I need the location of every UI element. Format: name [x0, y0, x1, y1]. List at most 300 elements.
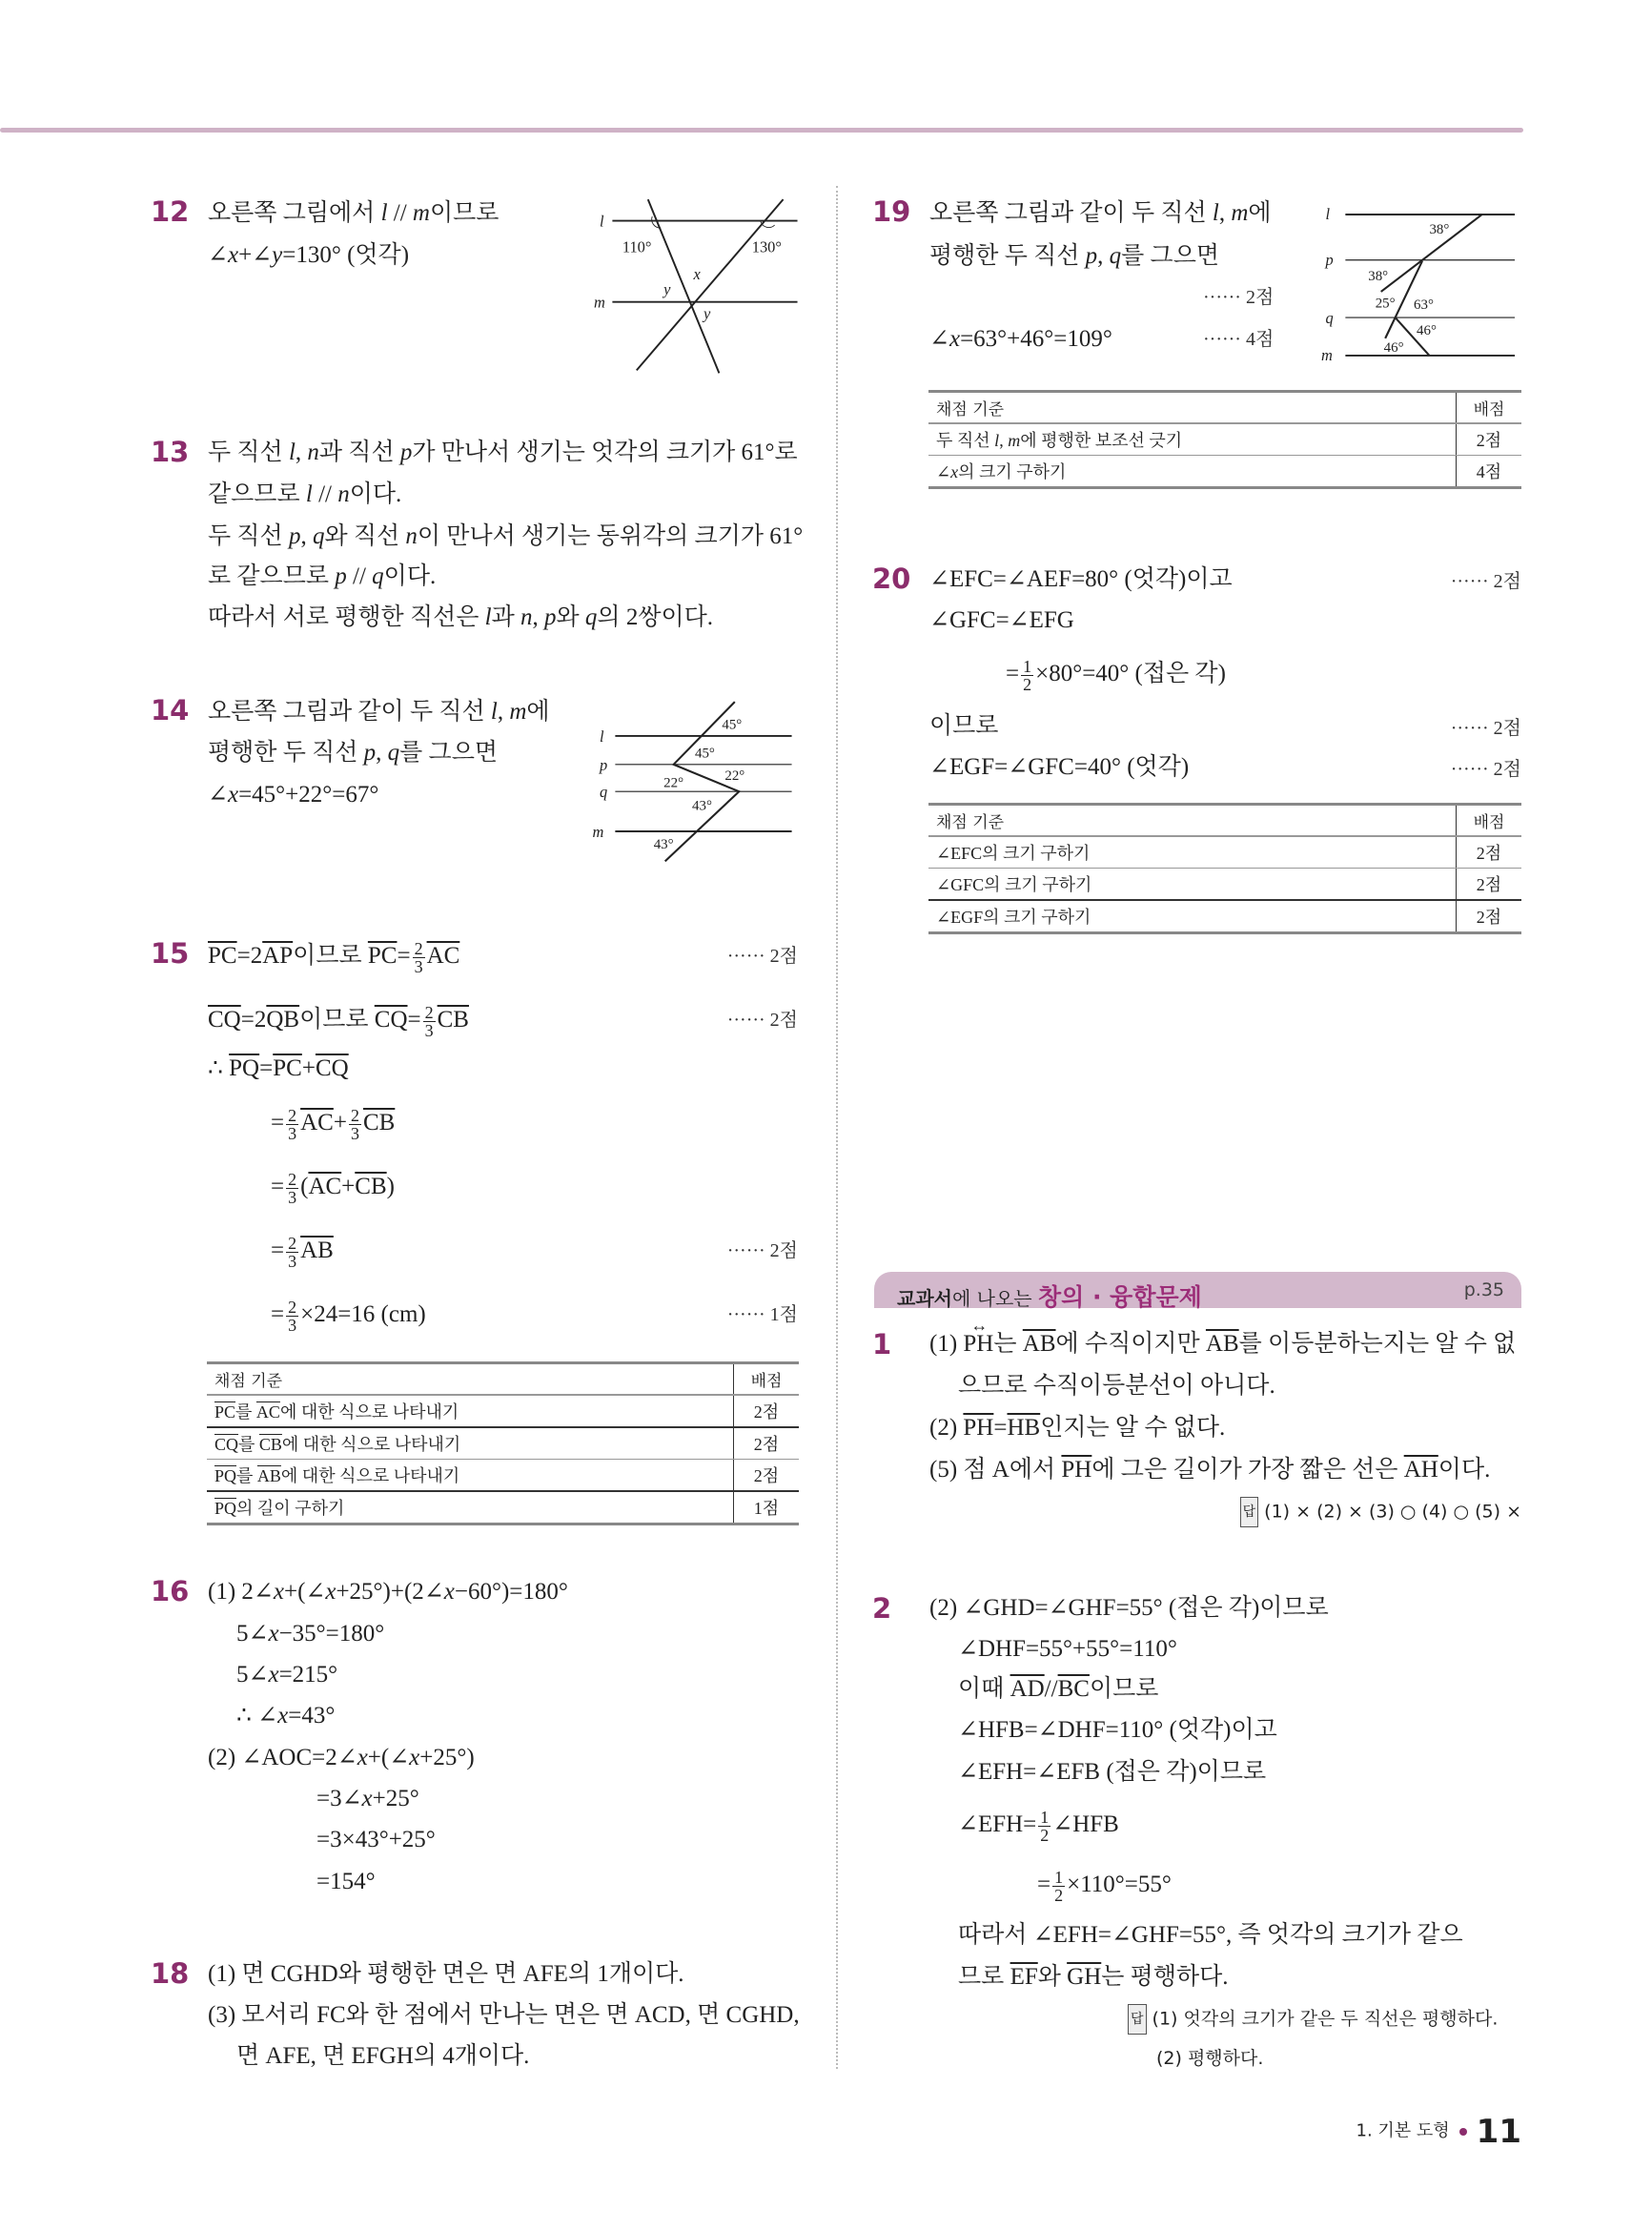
text-segment: = — [271, 1174, 285, 1200]
table-header — [207, 1363, 799, 1396]
text-segment: x — [227, 782, 239, 808]
segment-name: $\overline{PC}$ — [367, 943, 398, 970]
line-label: l — [599, 212, 604, 231]
table-header — [928, 392, 1521, 424]
text-segment: (5) 점 A에서 — [929, 1457, 1062, 1483]
segment-name: $\overline{AC}$ — [300, 1110, 334, 1136]
text-segment: 이므로 — [299, 1007, 375, 1033]
text-segment: q — [1109, 243, 1122, 269]
solution-line — [929, 242, 1219, 271]
text-segment: +25° — [372, 1786, 419, 1811]
text-segment: 에 그은 길이가 가장 짧은 선은 — [1091, 1457, 1404, 1483]
text-segment: , — [999, 431, 1009, 450]
text-segment: l — [994, 431, 1000, 450]
text-segment: // — [312, 481, 338, 507]
scoring-table — [928, 390, 1521, 489]
text-segment: −35°=180° — [278, 1621, 385, 1647]
segment-name: $\overline{CB}$ — [258, 1435, 282, 1454]
segment-name: $\overline{CQ}$ — [214, 1435, 239, 1454]
text-segment: 에 — [1248, 200, 1272, 226]
solution-line — [208, 1744, 475, 1772]
points-cell: 2점 — [1457, 423, 1522, 456]
column-header: 배점 — [1457, 805, 1522, 837]
text-segment: ∠GFC=∠EFG — [929, 607, 1074, 633]
angle-label: 63° — [1414, 297, 1434, 314]
angle-label: 46° — [1383, 339, 1404, 356]
score-points: ······ 2점 — [726, 946, 798, 967]
text-segment: 는 평행하다. — [1101, 1964, 1229, 1990]
text-segment: 1 — [1040, 1808, 1050, 1827]
text-segment: = — [259, 1055, 274, 1081]
solution-line — [208, 781, 378, 809]
text-segment: // — [387, 200, 413, 226]
table-row — [207, 1460, 799, 1492]
text-segment: 두 직선 — [936, 431, 995, 450]
text-segment: = — [271, 1301, 285, 1328]
problem-number: 12 — [151, 195, 190, 228]
text-segment: ×24=16 (cm) — [300, 1301, 426, 1328]
text-segment: 2 — [1040, 1826, 1050, 1845]
text-segment: 2 — [288, 1234, 297, 1253]
text-segment: 2 — [1054, 1886, 1064, 1905]
solution-line — [271, 1107, 395, 1142]
text-segment: (1) — [929, 1331, 964, 1357]
text-segment: 오른쪽 그림에서 — [208, 200, 381, 226]
text-segment: 3 — [288, 1316, 297, 1335]
text-segment: = — [1037, 1872, 1051, 1898]
text-segment: 1 — [1023, 657, 1032, 676]
solution-line — [929, 1594, 1329, 1623]
text-segment: x — [357, 1745, 368, 1770]
text-segment: ∠ — [936, 462, 951, 481]
text-segment: 과 — [491, 604, 521, 630]
text-segment: 2 — [288, 1170, 297, 1189]
solution-line — [958, 1758, 1266, 1787]
text-segment: x — [227, 242, 239, 268]
segment-name: $\overline{CQ}$ — [374, 1007, 408, 1033]
segment-name: $\overline{AH}$ — [1403, 1457, 1438, 1483]
text-segment: , — [1218, 200, 1232, 226]
line-label: p — [599, 755, 608, 774]
text-segment: q — [372, 563, 384, 589]
table-row — [928, 900, 1521, 933]
bullet-dot-icon — [1459, 2128, 1467, 2136]
text-segment: 이다. — [383, 563, 437, 589]
text-segment: 의 길이 구하기 — [236, 1499, 345, 1518]
table-row — [207, 1427, 799, 1460]
segment-name: $\overline{PC}$ — [273, 1055, 302, 1081]
problem-number: 15 — [151, 937, 190, 970]
text-segment: l — [484, 604, 492, 630]
angle-label: 46° — [1417, 322, 1437, 338]
text-segment: + — [333, 1110, 347, 1136]
angle-label: 38° — [1368, 269, 1389, 285]
text-segment: ∠DHF=55°+55°=110° — [958, 1636, 1177, 1662]
text-segment: x — [325, 1579, 337, 1605]
solution-line — [929, 199, 1272, 228]
fraction — [286, 1107, 298, 1142]
text-segment: q — [387, 740, 400, 766]
points-cell: 2점 — [734, 1427, 800, 1460]
solution-line — [929, 712, 998, 741]
score-points: ······ 4점 — [1203, 329, 1275, 350]
text-segment: 는 — [993, 1331, 1023, 1357]
solution-line — [208, 2001, 800, 2030]
text-segment: ×110°=55° — [1067, 1872, 1172, 1898]
criterion-cell — [207, 1460, 734, 1492]
text-segment: ∠EGF의 크기 구하기 — [936, 908, 1091, 927]
segment-name: $\overline{AB}$ — [300, 1238, 334, 1264]
text-segment: 와 — [1037, 1964, 1068, 1990]
answer — [1240, 1497, 1521, 1527]
text-segment: 이다. — [1438, 1457, 1491, 1483]
text-segment: = — [271, 1110, 285, 1136]
angle-label: x — [693, 264, 701, 283]
text-segment: =3∠ — [316, 1786, 362, 1811]
text-segment: l — [288, 440, 296, 465]
segment-name: $\overline{PH}$ — [1061, 1457, 1092, 1483]
points-cell: 2점 — [734, 1460, 800, 1492]
solution-line — [208, 604, 713, 632]
segment-name: $\overline{BC}$ — [1057, 1676, 1090, 1702]
solution-line — [208, 940, 459, 975]
text-segment: = — [1006, 661, 1020, 687]
points-cell: 4점 — [1457, 456, 1522, 488]
text-segment: , — [376, 740, 388, 766]
solution-line — [271, 1171, 395, 1206]
text-segment: +(∠ — [283, 1579, 326, 1605]
column-header: 채점 기준 — [207, 1363, 734, 1396]
text-segment: x — [268, 1621, 279, 1647]
text-segment: 이므로 — [429, 200, 500, 226]
criterion-cell — [928, 900, 1457, 933]
text-segment: l — [1212, 200, 1219, 226]
text-segment: n — [337, 481, 350, 507]
segment-name: $\overline{PQ}$ — [214, 1466, 237, 1485]
text-segment: x — [443, 1579, 455, 1605]
segment-name: $\overline{AB}$ — [256, 1466, 281, 1485]
text-segment: (3) 모서리 FC와 한 점에서 만나는 면은 면 ACD, 면 CGHD, — [208, 2002, 800, 2028]
text-segment: 면 AFE, 면 EFGH의 4개이다. — [236, 2043, 530, 2069]
solution-line — [929, 1330, 1516, 1359]
solution-line — [929, 1456, 1490, 1484]
table-row — [928, 836, 1521, 869]
column-divider — [836, 186, 838, 2069]
fraction — [413, 940, 425, 975]
text-segment: , — [497, 699, 510, 725]
text-segment: 같으므로 — [208, 481, 306, 507]
segment-name: $\overline{GH}$ — [1067, 1964, 1102, 1990]
solution-line — [208, 241, 409, 270]
segment-name: $\overline{AD}$ — [1010, 1676, 1045, 1702]
solution-line — [316, 1826, 436, 1854]
angle-label: 45° — [722, 717, 743, 733]
text-segment: n — [520, 604, 533, 630]
segment-name: $\overline{CQ}$ — [315, 1055, 349, 1081]
angle-label: y — [703, 304, 711, 323]
text-segment: x — [361, 1786, 373, 1811]
text-segment: 이므로 — [293, 943, 368, 970]
text-segment: 2 — [288, 1298, 297, 1317]
criterion-cell — [207, 1491, 734, 1524]
text-segment: 3 — [350, 1124, 359, 1143]
text-segment: 를 — [238, 1435, 259, 1454]
text-segment: p — [335, 563, 347, 589]
text-segment: x — [948, 326, 961, 352]
text-segment: 므로 — [958, 1964, 1010, 1990]
solution-line — [316, 1785, 419, 1813]
text-segment: ∠GFC의 크기 구하기 — [936, 875, 1092, 894]
text-segment: 2 — [288, 1106, 297, 1125]
text-segment: m — [412, 200, 430, 226]
solution-line — [208, 481, 401, 509]
criterion-cell — [928, 423, 1457, 456]
text-segment: 를 이등분하는지는 알 수 없 — [1238, 1331, 1517, 1357]
text-segment: y — [272, 242, 283, 268]
angle-label: 43° — [692, 798, 712, 814]
solution-line — [1006, 658, 1226, 693]
solution-line — [929, 1414, 1225, 1442]
solution-line — [271, 1299, 426, 1334]
problem-number: 14 — [151, 694, 190, 726]
scoring-table — [928, 803, 1521, 934]
text-segment: p — [363, 740, 377, 766]
fraction — [1038, 1809, 1050, 1844]
text-segment: 에 — [526, 699, 550, 725]
text-segment: +25°) — [419, 1745, 475, 1770]
answer-text: (1) 엇각의 크기가 같은 두 직선은 평행하다. — [1152, 2008, 1499, 2030]
page-number: 11 — [1476, 2113, 1521, 2151]
text-segment: ∴ ∠ — [236, 1703, 278, 1729]
text-segment: = — [271, 1238, 285, 1264]
score-points: ······ 2점 — [726, 1240, 798, 1261]
solution-line — [236, 2042, 529, 2071]
criterion-cell — [928, 836, 1457, 869]
text-segment: p — [1085, 243, 1098, 269]
segment-name: $\overline{AC}$ — [308, 1174, 342, 1200]
segment-name: $\overline{PQ}$ — [229, 1055, 260, 1081]
line-label: m — [593, 293, 605, 312]
text-segment: p — [399, 440, 413, 465]
text-segment: + — [341, 1174, 356, 1200]
text-segment: q — [312, 523, 325, 549]
text-segment: ∠HFB — [1052, 1811, 1119, 1838]
banner-accent: 창의 · 융합문제 — [1037, 1283, 1202, 1311]
text-segment: =154° — [316, 1869, 376, 1894]
text-segment: ∴ — [208, 1055, 230, 1081]
text-segment: (2) ∠AOC=2∠ — [208, 1745, 357, 1770]
solution-line — [929, 325, 1112, 354]
text-segment: ∠ — [208, 782, 228, 808]
text-segment: 2 — [424, 1003, 434, 1022]
table-row — [928, 423, 1521, 456]
text-segment: 이때 — [958, 1676, 1010, 1702]
table-row — [207, 1395, 799, 1427]
solution-line — [208, 439, 798, 467]
text-segment: 3 — [288, 1188, 297, 1207]
answer — [1128, 2004, 1498, 2035]
line-label: q — [599, 783, 608, 802]
points-cell: 2점 — [1457, 836, 1522, 869]
criterion-cell — [207, 1427, 734, 1460]
text-segment: 의 크기 구하기 — [958, 462, 1067, 481]
solution-line — [929, 606, 1074, 635]
solution-line — [958, 1716, 1277, 1745]
text-segment: 3 — [288, 1252, 297, 1271]
text-segment: ∠EFH=∠EFB (접은 각)이므로 — [958, 1759, 1267, 1785]
text-segment: 와 직선 — [324, 523, 406, 549]
text-segment: =2 — [240, 1007, 267, 1033]
text-segment: ∠HFB=∠DHF=110° (엇각)이고 — [958, 1717, 1277, 1743]
text-segment: +(∠ — [367, 1745, 410, 1770]
segment-name: $\overline{QB}$ — [266, 1007, 300, 1033]
solution-line — [958, 1372, 1275, 1401]
line-name: ↔ PH — [963, 1330, 993, 1359]
solution-line — [958, 1921, 1463, 1950]
solution-line — [208, 1578, 568, 1606]
text-segment: (2) ∠GHD=∠GHF=55° (접은 각)이므로 — [929, 1595, 1329, 1621]
text-segment: l — [490, 699, 498, 725]
table-row — [207, 1491, 799, 1524]
text-segment: // — [1044, 1676, 1058, 1702]
solution-line — [208, 522, 803, 551]
text-segment: =43° — [288, 1703, 336, 1729]
segment-name: $\overline{PC}$ — [214, 1402, 236, 1422]
text-segment: ) — [386, 1174, 395, 1200]
segment-name: $\overline{CB}$ — [362, 1110, 396, 1136]
banner-mid: 에 나오는 — [951, 1287, 1038, 1310]
problem-number: 2 — [872, 1592, 892, 1625]
solution-line — [208, 199, 499, 228]
solution-line — [208, 698, 550, 726]
text-segment: m — [1008, 431, 1021, 450]
text-segment: n — [307, 440, 319, 465]
text-segment: 5∠ — [236, 1662, 269, 1688]
banner-title — [897, 1279, 1202, 1313]
text-segment: m — [1231, 200, 1249, 226]
text-segment: 에 평행한 보조선 긋기 — [1020, 431, 1183, 450]
text-segment: m — [509, 699, 527, 725]
text-segment: = — [993, 1415, 1008, 1441]
score-points: ······ 2점 — [1450, 718, 1521, 739]
text-segment: 의 2쌍이다. — [597, 604, 714, 630]
text-segment: n — [405, 523, 418, 549]
solution-line — [208, 739, 498, 767]
text-segment: x — [268, 1662, 279, 1688]
text-segment: , — [532, 604, 545, 630]
text-segment: ( — [300, 1174, 309, 1200]
solution-line — [958, 1809, 1119, 1844]
criterion-cell — [928, 456, 1457, 488]
text-segment: ∠ — [929, 326, 949, 352]
header-rule — [0, 128, 1523, 133]
solution-line — [929, 565, 1233, 594]
segment-name: $\overline{HB}$ — [1007, 1415, 1041, 1441]
text-segment: l — [380, 200, 388, 226]
text-segment: 이다. — [349, 481, 402, 507]
solution-line — [271, 1235, 334, 1270]
banner-bold: 교과서 — [897, 1287, 952, 1310]
table-row — [928, 869, 1521, 901]
text-segment: = — [397, 943, 411, 970]
fraction — [349, 1107, 361, 1142]
text-segment: , — [295, 440, 308, 465]
text-segment: 3 — [414, 957, 423, 976]
segment-name: $\overline{CB}$ — [355, 1174, 387, 1200]
text-segment: (2) — [929, 1415, 964, 1441]
text-segment: 이 만나서 생기는 동위각의 크기가 61° — [417, 523, 804, 549]
line-label: l — [1325, 205, 1331, 224]
section-banner — [874, 1272, 1521, 1311]
text-segment: ×80°=40° (접은 각) — [1035, 661, 1226, 687]
text-segment: 에 대한 식으로 나타내기 — [279, 1402, 459, 1422]
segment-name: $\overline{PH}$ — [963, 1415, 994, 1441]
fraction — [1021, 658, 1033, 693]
text-segment: , — [1097, 243, 1110, 269]
figure-parallel-lines-19 — [1318, 199, 1526, 363]
text-segment: 평행한 두 직선 — [929, 243, 1086, 269]
segment-name: $\overline{AP}$ — [262, 943, 294, 970]
text-segment: =3×43°+25° — [316, 1827, 436, 1852]
line-label: m — [592, 822, 604, 841]
segment-name: $\overline{AB}$ — [1205, 1331, 1239, 1357]
text-segment: 로 같으므로 — [208, 563, 336, 589]
fraction — [1052, 1869, 1065, 1904]
fraction — [286, 1299, 298, 1334]
text-segment: q — [584, 604, 598, 630]
solution-line — [1037, 1869, 1172, 1904]
score-points: ······ 2점 — [1203, 287, 1275, 308]
angle-label: 22° — [663, 775, 684, 791]
text-segment: , — [300, 523, 313, 549]
solution-line — [208, 1054, 349, 1083]
points-cell: 1점 — [734, 1491, 800, 1524]
banner-page-ref: p.35 — [1463, 1279, 1504, 1300]
line-label: q — [1325, 309, 1334, 328]
angle-label: 22° — [724, 768, 745, 785]
table-header — [928, 805, 1521, 837]
angle-label: 130° — [751, 237, 782, 256]
text-segment: 두 직선 — [208, 440, 289, 465]
problem-number: 13 — [151, 436, 190, 468]
text-segment: 와 — [556, 604, 585, 630]
text-segment: =63°+46°=109° — [960, 326, 1112, 352]
text-segment: 2 — [414, 939, 423, 958]
chapter-title: 1. 기본 도형 — [1356, 2120, 1450, 2141]
angle-label: 43° — [653, 836, 674, 852]
text-segment: 5∠ — [236, 1621, 269, 1647]
page-footer — [1356, 2113, 1522, 2151]
text-segment: 평행한 두 직선 — [208, 740, 364, 766]
text-segment: 두 직선 — [208, 523, 289, 549]
text-segment: 에 대한 식으로 나타내기 — [281, 1435, 461, 1454]
column-header: 배점 — [734, 1363, 800, 1396]
segment-name: $\overline{AC}$ — [255, 1402, 280, 1422]
criterion-cell — [207, 1395, 734, 1427]
solution-line — [236, 1620, 384, 1648]
score-points: ······ 1점 — [726, 1304, 798, 1325]
text-segment: =45°+22°=67° — [238, 782, 379, 808]
solution-line — [958, 1635, 1177, 1664]
segment-name: $\overline{PC}$ — [208, 943, 237, 970]
text-segment: 를 — [235, 1402, 256, 1422]
segment-name: $\overline{EF}$ — [1010, 1964, 1038, 1990]
segment-name: $\overline{CB}$ — [437, 1007, 469, 1033]
answer-label: 답 — [1128, 2004, 1147, 2035]
angle-label: 38° — [1429, 221, 1450, 237]
text-segment: x — [273, 1579, 284, 1605]
column-header: 배점 — [1457, 392, 1522, 424]
